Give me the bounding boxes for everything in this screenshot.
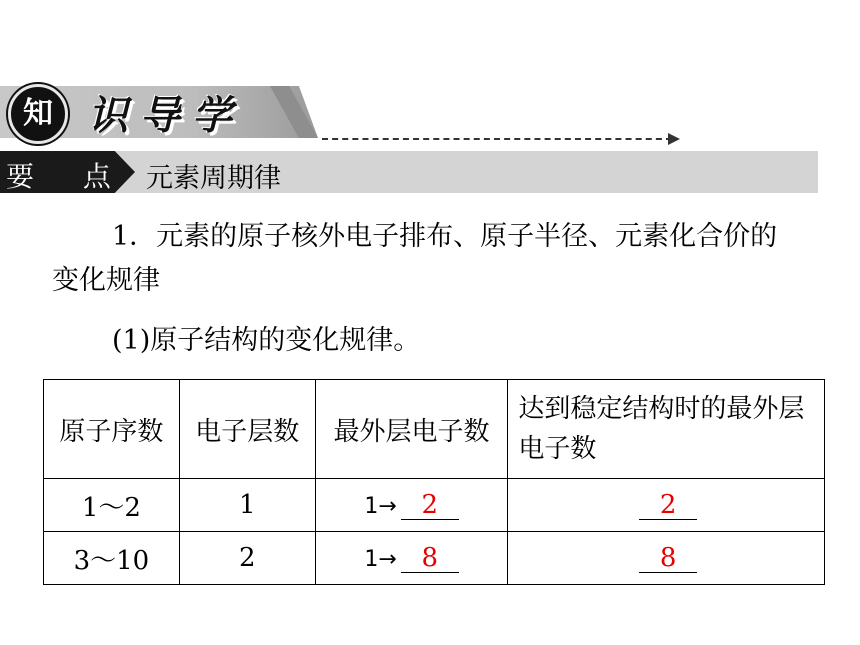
paragraph-1-line-1: 1．元素的原子核外电子排布、原子半径、元素化合价的 <box>112 221 778 252</box>
cell-shells: 1 <box>179 479 315 532</box>
header-stable-outer-electrons: 达到稳定结构时的最外层电子数 <box>508 380 825 479</box>
cell-stable-outer <box>508 532 825 585</box>
dashed-arrow-line <box>322 138 672 140</box>
answer-blank: 8 <box>639 544 697 573</box>
paragraph-2: (1)原子结构的变化规律。 <box>112 325 421 356</box>
outer-prefix: 1→ <box>364 547 397 572</box>
cell-shells: 2 <box>179 532 315 585</box>
arrow-head-icon <box>668 133 680 145</box>
zhi-badge-icon: 知 <box>8 84 68 144</box>
paragraph-1-line-2: 变化规律 <box>52 265 160 296</box>
section-title: 元素周期律 <box>146 163 281 194</box>
header-atomic-number: 原子序数 <box>44 380 180 479</box>
cell-atomic-number: 1～2 <box>44 479 180 532</box>
cell-outer-electrons <box>315 479 508 532</box>
answer-blank: 2 <box>401 491 459 520</box>
cell-outer-electrons <box>315 532 508 585</box>
answer-blank: 2 <box>639 491 697 520</box>
table-header-row <box>44 380 825 479</box>
table-row <box>44 479 825 532</box>
answer-blank: 8 <box>401 544 459 573</box>
key-point-label: 要 点 <box>6 160 131 193</box>
atomic-structure-table <box>43 379 825 585</box>
table-row <box>44 532 825 585</box>
cell-stable-outer <box>508 479 825 532</box>
outer-prefix: 1→ <box>364 494 397 519</box>
knowledge-guide-banner <box>0 78 340 148</box>
header-shell-count: 电子层数 <box>179 380 315 479</box>
header-outer-electrons: 最外层电子数 <box>315 380 508 479</box>
cell-atomic-number: 3～10 <box>44 532 180 585</box>
banner-title: 识导学 <box>88 93 244 139</box>
